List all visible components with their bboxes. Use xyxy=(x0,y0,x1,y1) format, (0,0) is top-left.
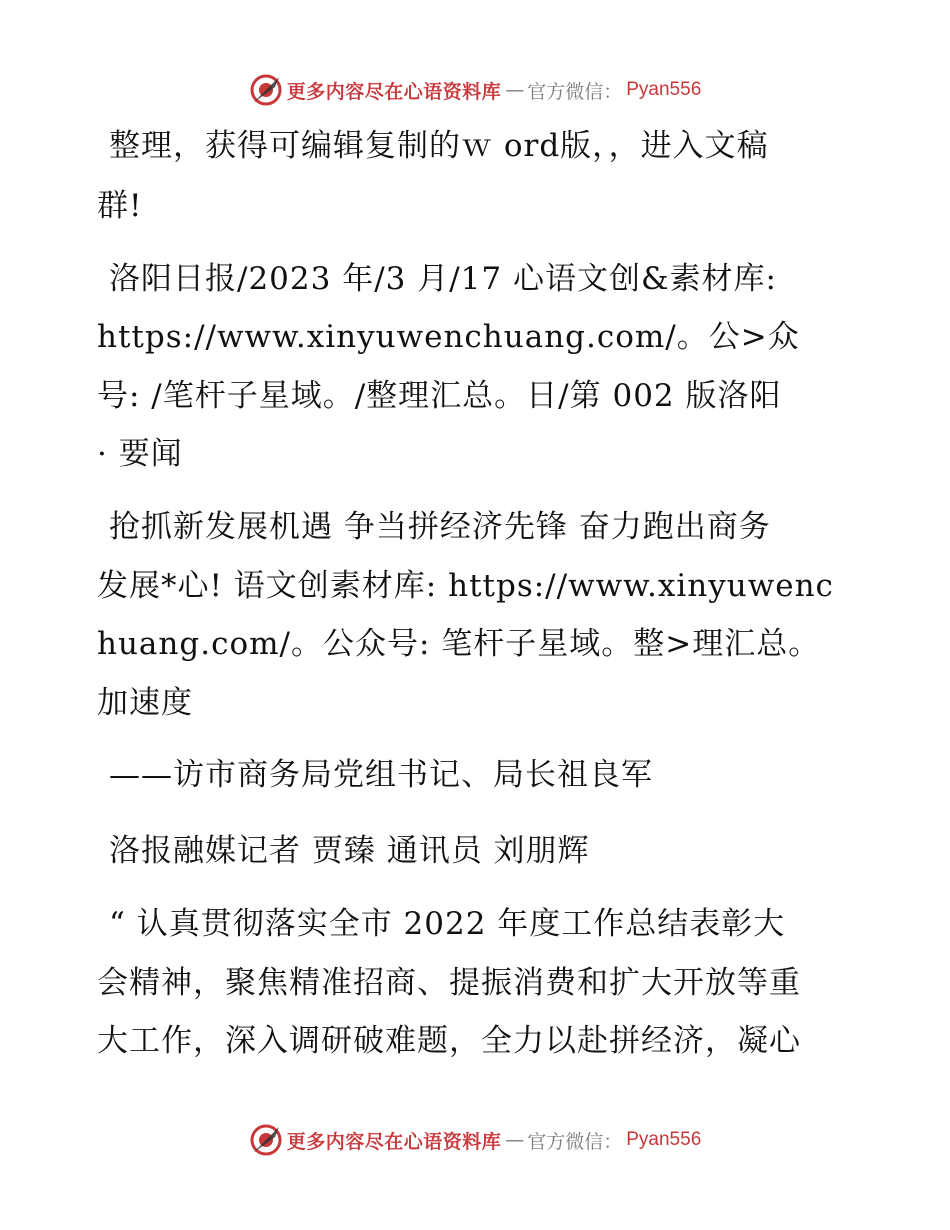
banner-content xyxy=(249,1123,702,1157)
text-line: 抢抓新发展机遇 争当拼经济先锋 奋力跑出商务 xyxy=(109,509,771,545)
text-line: 群! xyxy=(97,188,143,224)
text-line: 洛阳日报/2023 年/3 月/17 心语文创&素材库: xyxy=(109,261,777,297)
quill-logo-icon xyxy=(249,73,283,107)
text-line: https://www.xinyuwenchuang.com/。公>众 xyxy=(97,319,800,355)
text-line: 洛报融媒记者 贾臻 通讯员 刘朋辉 xyxy=(109,833,590,869)
banner-content xyxy=(249,73,702,107)
footer-banner xyxy=(0,1120,950,1160)
text-line: huang.com/。公众号: 笔杆子星域。整>理汇总。 xyxy=(97,626,821,662)
banner-wechat-id: Pyan556 xyxy=(626,1129,702,1150)
text-line: 发展*心! 语文创素材库: https://www.xinyuwenc xyxy=(97,568,834,604)
banner-wechat-label: 官方微信： xyxy=(527,80,623,103)
banner-wechat-id: Pyan556 xyxy=(626,79,702,100)
banner-separator: — xyxy=(505,1129,524,1151)
text-line: ——访市商务局党组书记、局长祖良军 xyxy=(109,757,653,793)
text-line: · 要闻 xyxy=(97,436,183,472)
header-banner xyxy=(0,70,950,110)
text-line: 号: /笔杆子星域。/整理汇总。日/第 002 版洛阳 xyxy=(97,378,782,414)
banner-title: 更多内容尽在心语资料库 xyxy=(286,1130,502,1153)
text-line: 会精神，聚焦精准招商、提振消费和扩大开放等重 xyxy=(97,965,801,1001)
banner-title: 更多内容尽在心语资料库 xyxy=(286,80,502,103)
banner-separator: — xyxy=(505,79,524,101)
quill-logo-icon xyxy=(249,1123,283,1157)
banner-wechat-label: 官方微信： xyxy=(527,1130,623,1153)
text-line: “ 认真贯彻落实全市 2022 年度工作总结表彰大 xyxy=(109,906,786,942)
text-line: 整理，获得可编辑复制的ｗ ord版，，进入文稿 xyxy=(109,128,769,164)
text-line: 大工作，深入调研破难题，全力以赴拼经济，凝心 xyxy=(97,1023,801,1059)
text-line: 加速度 xyxy=(97,685,193,721)
